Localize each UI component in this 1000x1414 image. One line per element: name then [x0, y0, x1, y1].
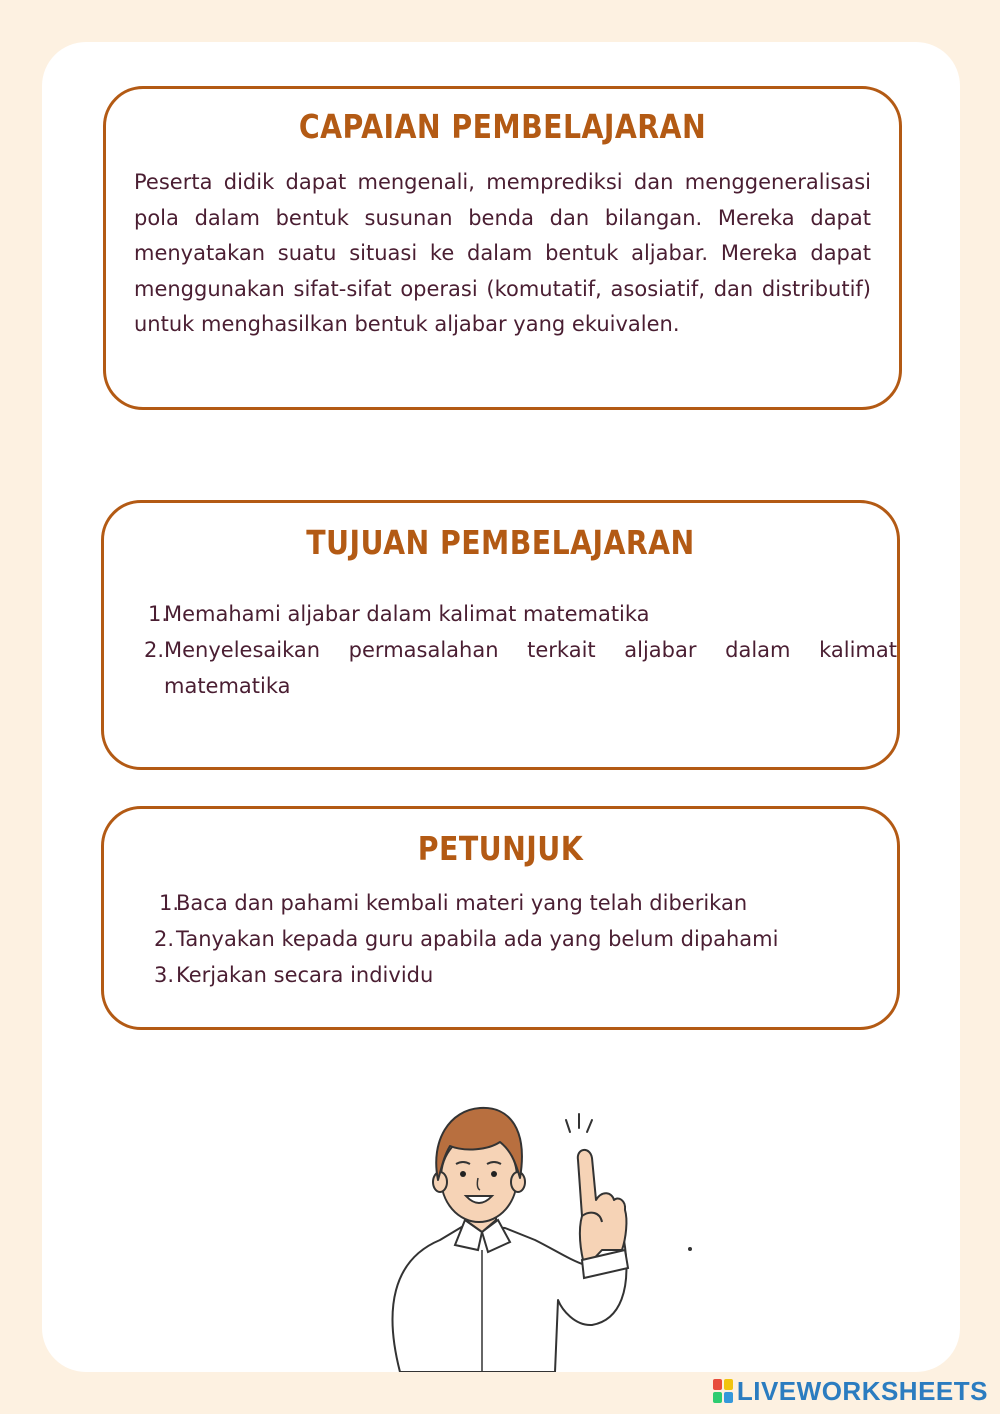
brand-name: LIVEWORKSHEETS: [736, 1375, 988, 1406]
list-item: [154, 957, 867, 993]
tujuan-list: [144, 596, 897, 704]
capaian-pembelajaran-box: [103, 86, 902, 410]
capaian-body: Peserta didik dapat mengenali, memprediksi dan menggeneralisasi pola dalam bentuk susunan benda dan bilangan. Mereka dapat menyatakan suatu situasi ke dalam bentuk aljabar. Mereka dapat menggunakan sifat-sifat operasi (komutatif, asosiatif, dan distributif) untuk menghasilkan bentuk aljabar yang ekuivalen.: [134, 170, 871, 336]
list-number: 3.: [154, 963, 175, 987]
list-text: Menyelesaikan permasalahan terkait aljabar dalam kalimat matematika: [164, 638, 897, 698]
list-text: Kerjakan secara individu: [176, 963, 434, 987]
list-item: [154, 885, 867, 921]
capaian-title: CAPAIAN PEMBELAJARAN: [298, 107, 707, 146]
decorative-dot: [688, 1247, 692, 1251]
list-number: 1.: [148, 602, 169, 626]
petunjuk-title: PETUNJUK: [417, 829, 584, 868]
list-number: 2.: [144, 638, 165, 662]
petunjuk-box: [101, 806, 900, 1030]
tujuan-title: TUJUAN PEMBELAJARAN: [306, 523, 695, 562]
list-text: Baca dan pahami kembali materi yang telah diberikan: [176, 891, 748, 915]
list-number: 2.: [154, 927, 175, 951]
list-item: [144, 596, 897, 632]
liveworksheets-brand[interactable]: [713, 1376, 988, 1406]
tujuan-pembelajaran-box: [101, 500, 900, 770]
liveworksheets-logo-icon: [713, 1379, 733, 1403]
list-item: [154, 921, 867, 957]
list-text: Tanyakan kepada guru apabila ada yang belum dipahami: [176, 927, 779, 951]
list-text: Memahami aljabar dalam kalimat matematika: [164, 602, 650, 626]
petunjuk-list: [154, 885, 867, 993]
list-item: [144, 632, 897, 704]
person-pointing-up-icon: [370, 1100, 640, 1372]
list-number: 1.: [159, 891, 180, 915]
